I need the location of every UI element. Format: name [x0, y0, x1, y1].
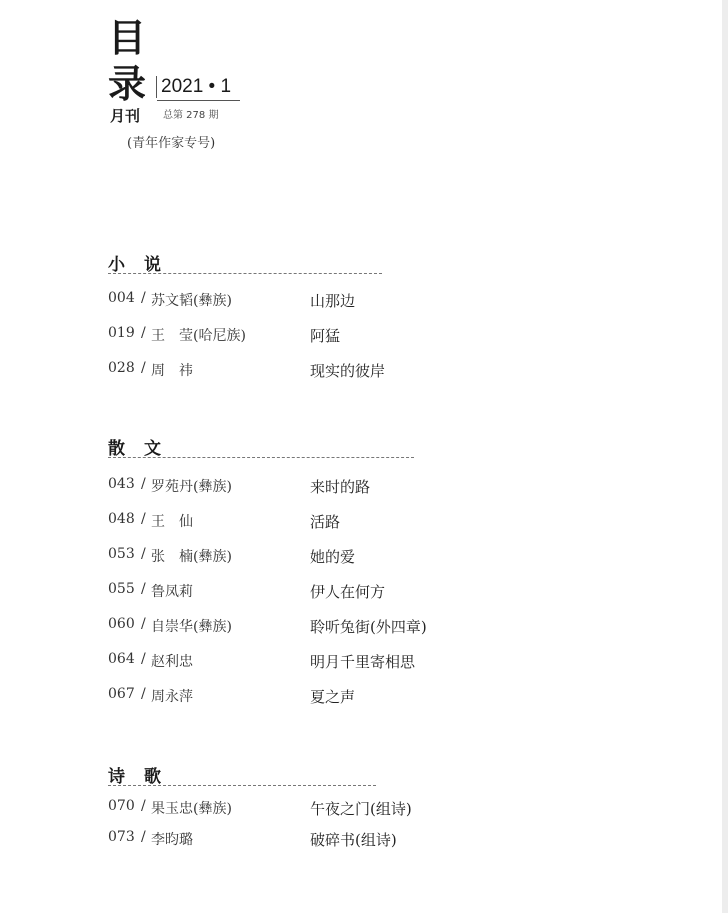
separator: / — [141, 651, 146, 667]
issue-number: 2021 • 1 — [156, 76, 231, 98]
work-title: 阿猛 — [310, 327, 341, 345]
masthead-title-line1: 目 — [108, 16, 147, 60]
total-issue: 总第 278 期 — [163, 110, 219, 121]
author-name: 周永萍 — [151, 689, 193, 705]
work-title: 现实的彼岸 — [310, 362, 386, 380]
work-title: 活路 — [310, 513, 341, 531]
work-title: 夏之声 — [310, 688, 356, 706]
section-divider — [108, 785, 376, 786]
separator: / — [141, 290, 146, 306]
masthead-divider — [157, 100, 240, 101]
author-name: 苏文韬(彝族) — [151, 293, 232, 309]
toc-entry[interactable] — [108, 317, 341, 352]
section-divider — [108, 273, 382, 274]
author-name: 李昀璐 — [151, 832, 193, 848]
section-title: 散 文 — [108, 439, 162, 459]
section-divider — [108, 457, 414, 458]
section-title: 小 说 — [108, 255, 162, 275]
toc-entry[interactable] — [108, 643, 416, 678]
separator: / — [141, 325, 146, 341]
separator: / — [141, 581, 146, 597]
page-number: 004 — [108, 290, 135, 306]
work-title: 聆听兔街(外四章) — [310, 618, 427, 636]
work-title: 来时的路 — [310, 478, 371, 496]
page-number: 028 — [108, 360, 135, 376]
separator: / — [141, 829, 146, 845]
toc-entry[interactable] — [108, 352, 386, 387]
separator: / — [141, 686, 146, 702]
separator: / — [141, 616, 146, 632]
toc-entry[interactable] — [108, 678, 356, 713]
page-number: 055 — [108, 581, 135, 597]
toc-entry[interactable] — [108, 538, 356, 573]
special-issue-note: (青年作家专号) — [127, 136, 216, 151]
separator: / — [141, 798, 146, 814]
section-header — [108, 434, 162, 458]
toc-entry[interactable] — [108, 503, 341, 538]
page-edge — [722, 0, 728, 913]
page-number: 053 — [108, 546, 135, 562]
author-name: 果玉忠(彝族) — [151, 801, 232, 817]
author-name: 赵利忠 — [151, 654, 193, 670]
page-number: 067 — [108, 686, 135, 702]
section-title: 诗 歌 — [108, 767, 162, 787]
work-title: 午夜之门(组诗) — [310, 800, 412, 818]
page-number: 019 — [108, 325, 135, 341]
separator: / — [141, 476, 146, 492]
section-prose — [108, 434, 427, 713]
author-name: 鲁凤莉 — [151, 584, 193, 600]
work-title: 明月千里寄相思 — [310, 653, 416, 671]
author-name: 王 仙 — [151, 514, 193, 530]
page-number: 073 — [108, 829, 135, 845]
author-name: 王 莹(哈尼族) — [151, 328, 246, 344]
toc-entry[interactable] — [108, 821, 397, 856]
separator: / — [141, 511, 146, 527]
toc-entry[interactable] — [108, 790, 412, 821]
toc-entry[interactable] — [108, 608, 427, 643]
toc-entry[interactable] — [108, 573, 386, 608]
separator: / — [141, 360, 146, 376]
page-number: 070 — [108, 798, 135, 814]
work-title: 伊人在何方 — [310, 583, 386, 601]
author-name: 罗苑丹(彝族) — [151, 479, 232, 495]
page-number: 060 — [108, 616, 135, 632]
masthead-title-line2: 录 — [108, 62, 147, 106]
monthly-label: 月刊 — [110, 107, 141, 125]
author-name: 自崇华(彝族) — [151, 619, 232, 635]
section-header — [108, 762, 162, 786]
work-title: 她的爱 — [310, 548, 356, 566]
work-title: 山那边 — [310, 292, 356, 310]
section-poetry — [108, 762, 412, 856]
author-name: 周 祎 — [151, 363, 193, 379]
page-number: 048 — [108, 511, 135, 527]
section-fiction — [108, 250, 386, 387]
page-number: 043 — [108, 476, 135, 492]
separator: / — [141, 546, 146, 562]
work-title: 破碎书(组诗) — [310, 831, 397, 849]
section-header — [108, 250, 162, 274]
author-name: 张 楠(彝族) — [151, 549, 232, 565]
toc-entry[interactable] — [108, 282, 356, 317]
toc-entry[interactable] — [108, 468, 371, 503]
page-number: 064 — [108, 651, 135, 667]
